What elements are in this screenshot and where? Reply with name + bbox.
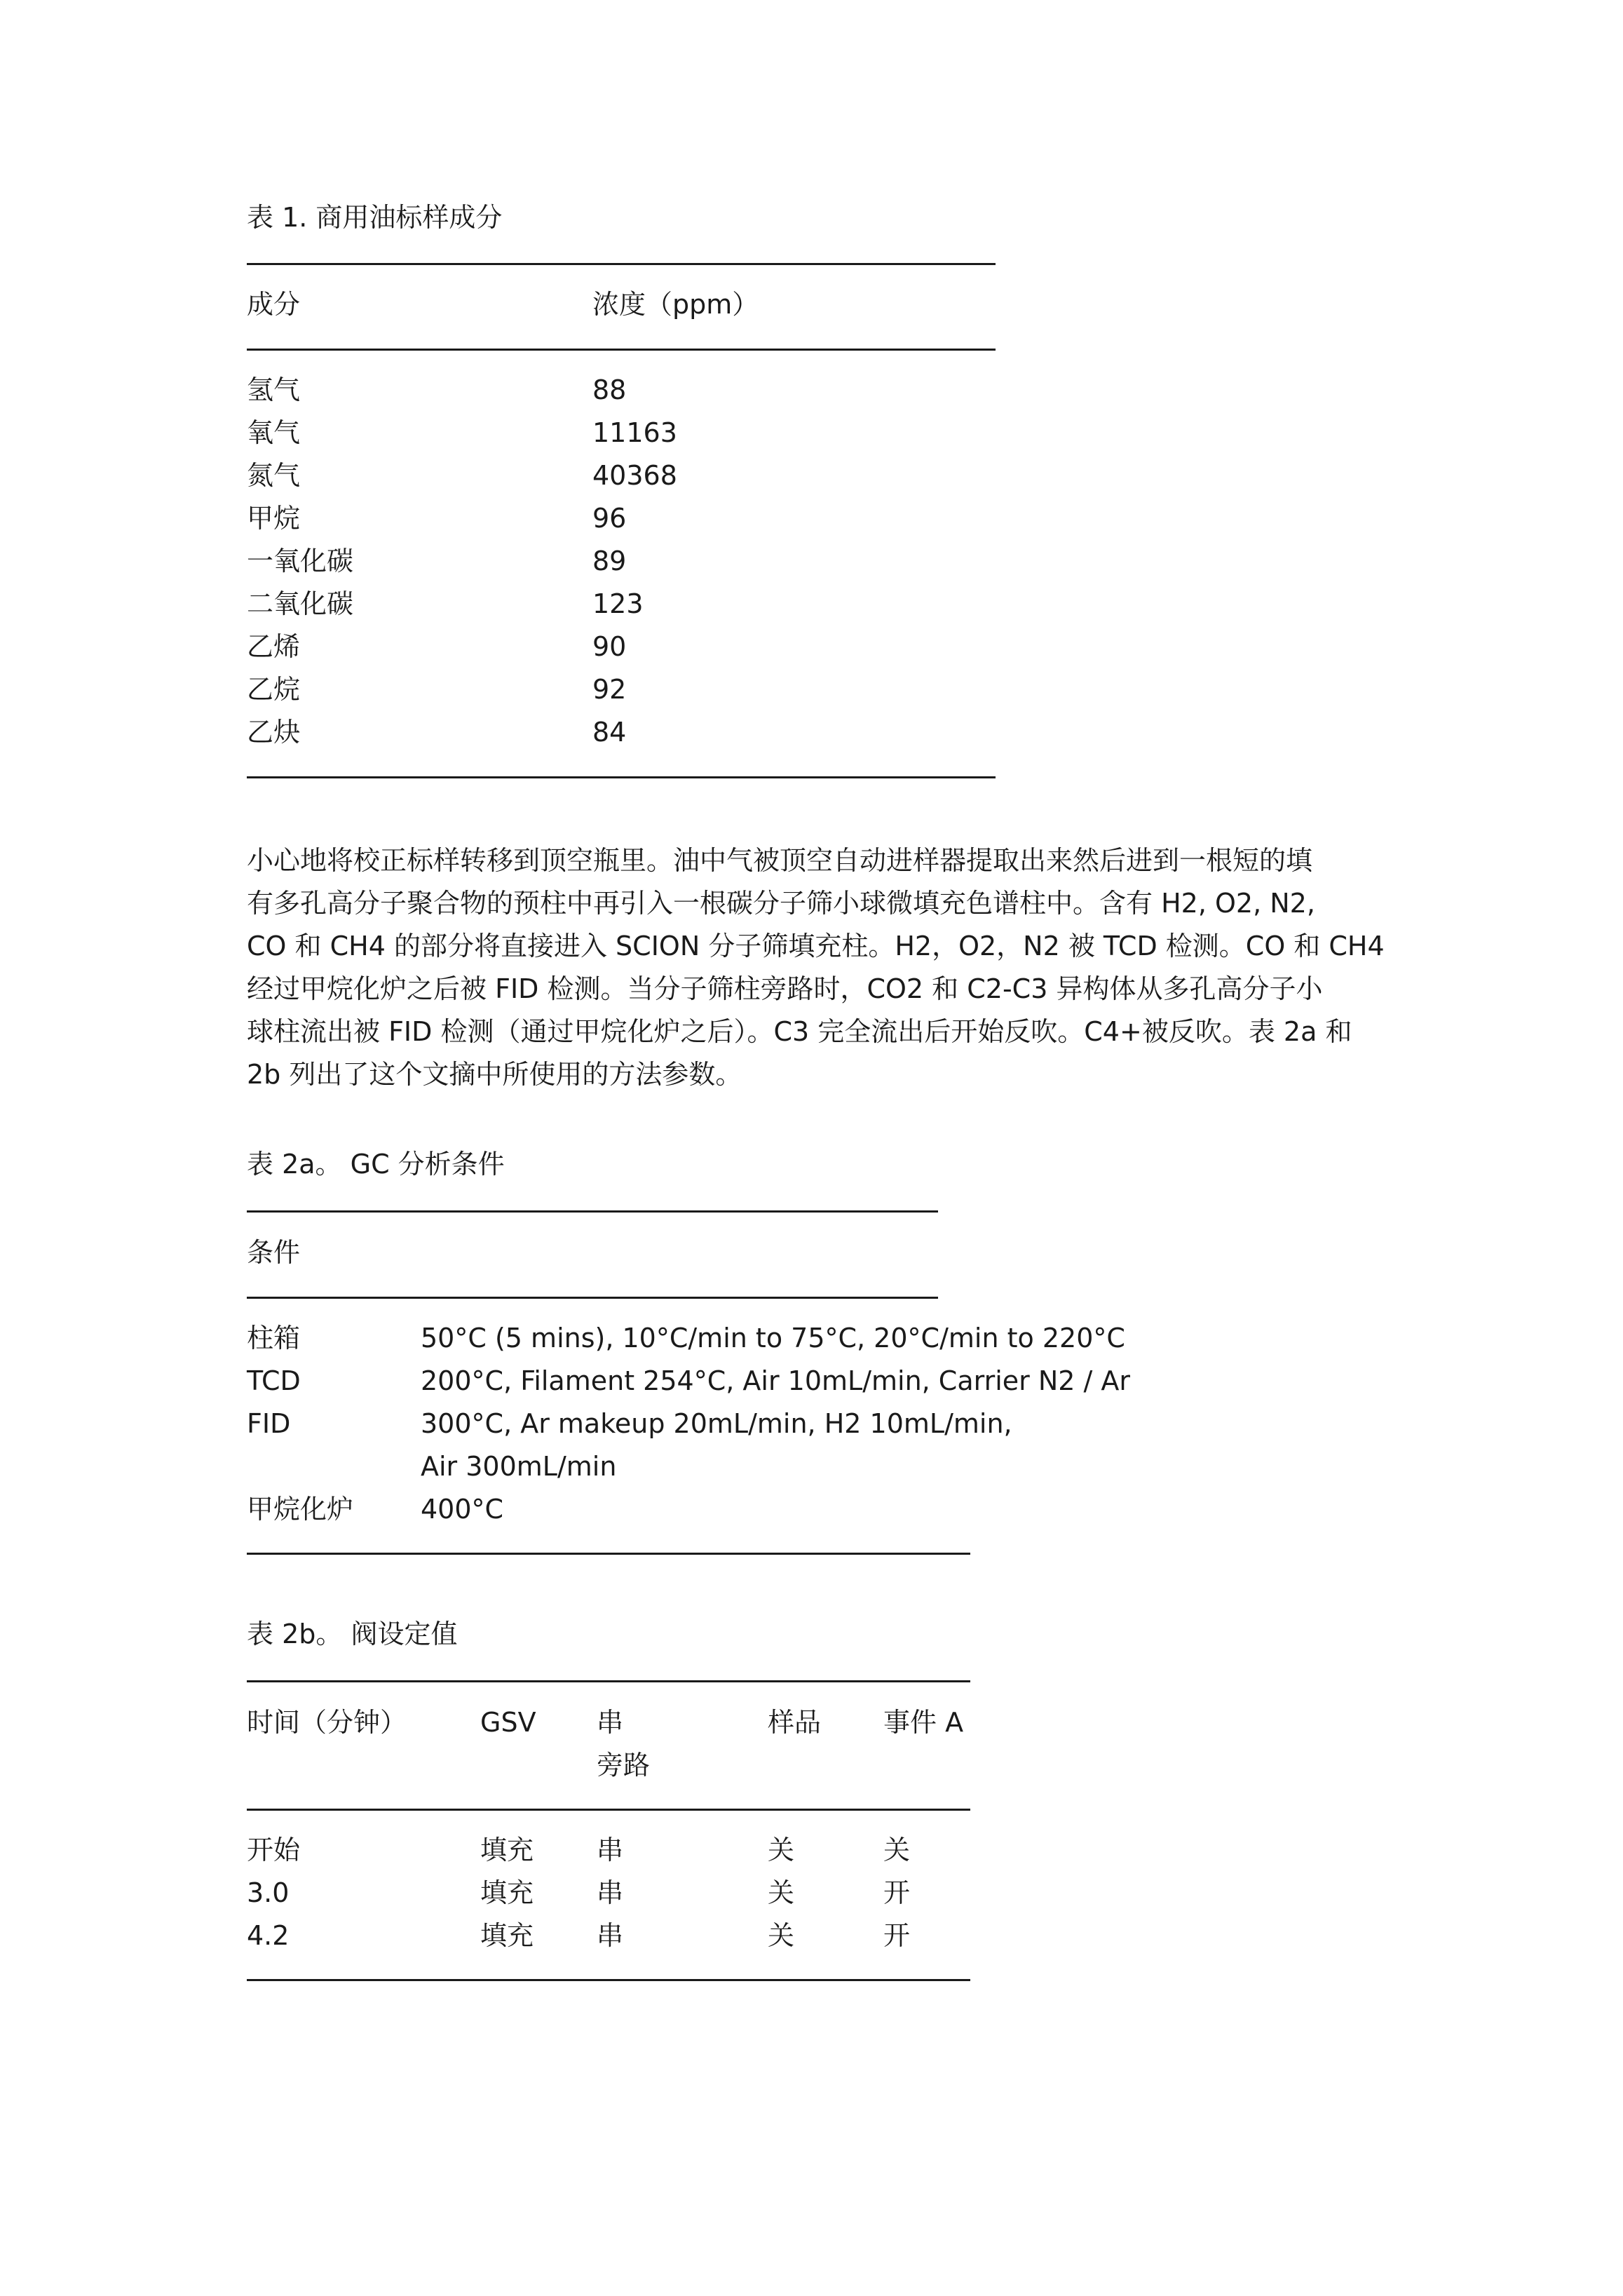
table2b-caption: 表 2b。 阀设定值 — [247, 1619, 458, 1649]
table1-top-rule — [247, 263, 996, 265]
cell-event-a: 关 — [883, 1835, 911, 1865]
table1-header-rule — [247, 349, 996, 351]
condition-value: 50°C (5 mins), 10°C/min to 75°C, 20°C/min to 220°C — [421, 1323, 1125, 1353]
table1-header-concentration: 浓度（ppm） — [592, 289, 759, 320]
cell-sample: 关 — [768, 1920, 795, 1951]
header-bypass: 旁路 — [597, 1750, 651, 1781]
table2b-top-rule — [247, 1680, 970, 1682]
component-concentration: 96 — [592, 503, 627, 534]
table2a-caption: 表 2a。 GC 分析条件 — [247, 1149, 505, 1180]
component-name: 乙烷 — [247, 674, 301, 705]
component-name: 氧气 — [247, 417, 301, 448]
component-name: 乙烯 — [247, 631, 301, 662]
component-name: 二氧化碳 — [247, 588, 354, 619]
cell-event-a: 开 — [883, 1877, 911, 1908]
component-concentration: 40368 — [592, 460, 677, 491]
cell-series: 串 — [597, 1877, 624, 1908]
cell-time: 4.2 — [247, 1920, 290, 1951]
header-sample: 样品 — [768, 1707, 822, 1738]
condition-value: Air 300mL/min — [421, 1451, 617, 1482]
paragraph-line: CO 和 CH4 的部分将直接进入 SCION 分子筛填充柱。H2，O2，N2 被 TCD 检测。CO 和 CH4 — [247, 931, 1385, 961]
component-name: 甲烷 — [247, 503, 301, 534]
condition-label: FID — [247, 1408, 291, 1439]
paragraph-line: 小心地将校正标样转移到顶空瓶里。油中气被顶空自动进样器提取出来然后进到一根短的填 — [247, 845, 1313, 876]
cell-time: 开始 — [247, 1835, 301, 1865]
cell-time: 3.0 — [247, 1877, 290, 1908]
condition-value: 300°C, Ar makeup 20mL/min, H2 10mL/min, — [421, 1408, 1012, 1439]
component-concentration: 123 — [592, 588, 644, 619]
header-event-a: 事件 A — [883, 1707, 964, 1738]
header-series: 串 — [597, 1707, 624, 1738]
cell-gsv: 填充 — [480, 1877, 534, 1908]
condition-label: TCD — [247, 1365, 301, 1396]
component-name: 一氧化碳 — [247, 546, 354, 576]
component-name: 乙炔 — [247, 717, 301, 748]
component-name: 氢气 — [247, 374, 301, 405]
component-concentration: 88 — [592, 374, 627, 405]
cell-gsv: 填充 — [480, 1920, 534, 1951]
table2a-bottom-rule — [247, 1553, 970, 1555]
paragraph-line: 球柱流出被 FID 检测（通过甲烷化炉之后）。C3 完全流出后开始反吹。C4+被反吹。表 2a 和 — [247, 1016, 1352, 1047]
cell-sample: 关 — [768, 1835, 795, 1865]
component-concentration: 11163 — [592, 417, 677, 448]
component-concentration: 89 — [592, 546, 627, 576]
component-concentration: 92 — [592, 674, 627, 705]
table2b-bottom-rule — [247, 1979, 970, 1981]
component-concentration: 90 — [592, 631, 627, 662]
paragraph-line: 经过甲烷化炉之后被 FID 检测。当分子筛柱旁路时，CO2 和 C2-C3 异构体从多孔高分子小 — [247, 973, 1323, 1004]
header-gsv: GSV — [480, 1707, 536, 1738]
table2a-top-rule — [247, 1210, 938, 1213]
paragraph-line: 2b 列出了这个文摘中所使用的方法参数。 — [247, 1059, 742, 1090]
cell-series: 串 — [597, 1835, 624, 1865]
cell-gsv: 填充 — [480, 1835, 534, 1865]
cell-sample: 关 — [768, 1877, 795, 1908]
cell-series: 串 — [597, 1920, 624, 1951]
table1-bottom-rule — [247, 776, 996, 778]
paragraph-line: 有多孔高分子聚合物的预柱中再引入一根碳分子筛小球微填充色谱柱中。含有 H2, O2, N2, — [247, 888, 1315, 919]
condition-label: 甲烷化炉 — [247, 1494, 354, 1525]
table2a-header-rule — [247, 1297, 938, 1299]
component-concentration: 84 — [592, 717, 627, 748]
condition-value: 400°C — [421, 1494, 504, 1525]
table2a-header-condition: 条件 — [247, 1237, 301, 1268]
table1-header-component: 成分 — [247, 289, 301, 320]
header-time: 时间（分钟） — [247, 1707, 407, 1738]
condition-label: 柱箱 — [247, 1323, 301, 1353]
body-paragraph — [247, 839, 1397, 1096]
component-name: 氮气 — [247, 460, 301, 491]
cell-event-a: 开 — [883, 1920, 911, 1951]
condition-value: 200°C, Filament 254°C, Air 10mL/min, Carrier N2 / Ar — [421, 1365, 1131, 1396]
table1-caption: 表 1. 商用油标样成分 — [247, 202, 503, 233]
table2b-header-rule — [247, 1809, 970, 1811]
